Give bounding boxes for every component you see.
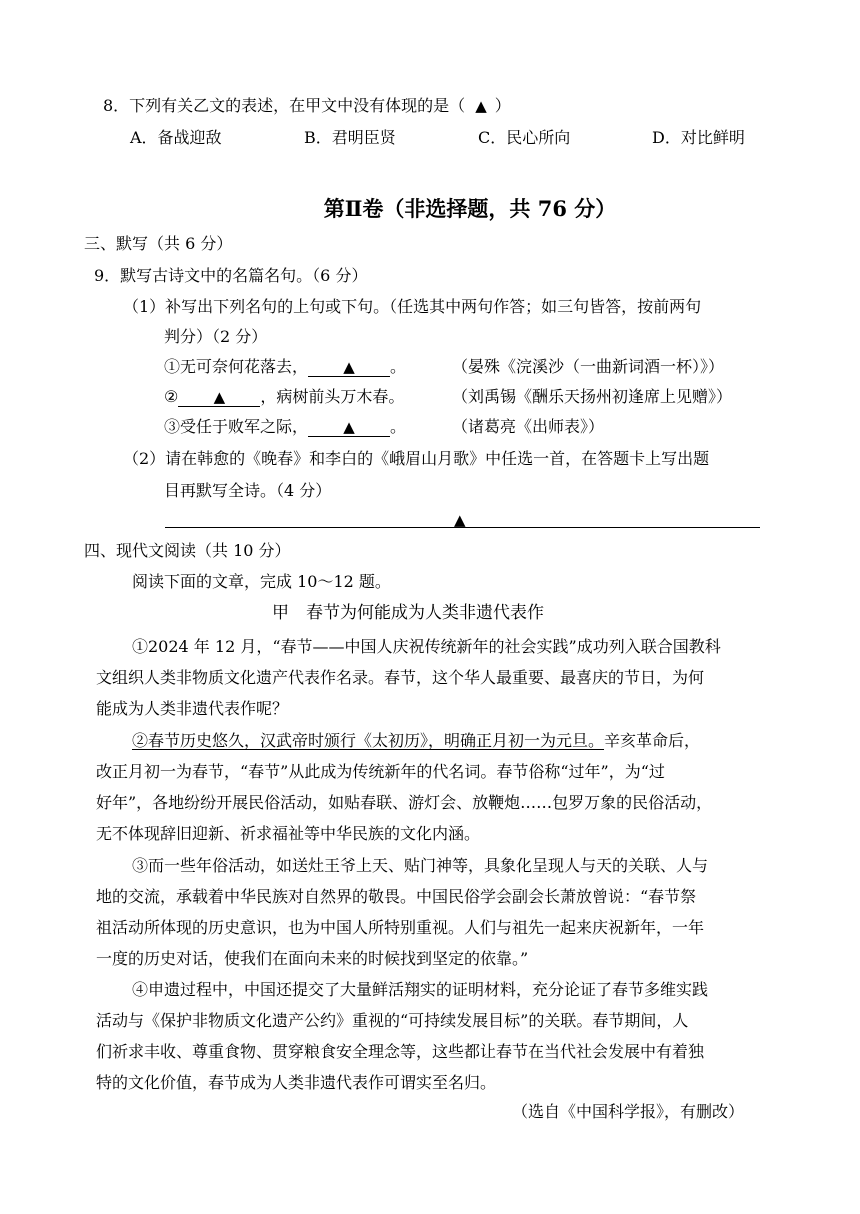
q8-option-b: B．君明臣贤	[304, 128, 396, 147]
answer-marker: ▲	[454, 511, 466, 529]
reading-instruction: 阅读下面的文章，完成 10～12 题。	[132, 572, 391, 591]
answer-line[interactable]	[165, 527, 760, 528]
paragraph-2-line: 无不体现辞旧迎新、祈求福祉等中华民族的文化内涵。	[96, 824, 481, 843]
answer-blank[interactable]	[308, 358, 390, 377]
q9-sub2-line1: （2）请在韩愈的《晚春》和李白的《峨眉山月歌》中任选一首，在答题卡上写出题	[123, 449, 710, 468]
article-source: （选自《中国科学报》，有删改）	[512, 1102, 745, 1121]
paragraph-4-line: 们祈求丰收、尊重食物、贯穿粮食安全理念等，这些都让春节在当代社会发展中有着独	[96, 1042, 705, 1061]
fill-item-3-source: （诸葛亮《出师表》）	[452, 417, 605, 436]
fill-item-2-source: （刘禹锡《酬乐天扬州初逢席上见赠》）	[452, 387, 733, 406]
paragraph-4-line: 特的文化价值，春节成为人类非遗代表作可谓实至名归。	[96, 1073, 497, 1092]
q8-stem: 8．下列有关乙文的表述，在甲文中没有体现的是（	[103, 96, 466, 115]
fill-item-text: 。	[390, 417, 407, 436]
q8-stem-line	[103, 96, 511, 116]
q8-close: ）	[494, 96, 511, 115]
paragraph-3-line: 地的交流，承载着中华民族对自然界的敬畏。中国民俗学会副会长萧放曾说：“春节祭	[96, 887, 697, 906]
fill-item-text: ②	[164, 387, 179, 406]
answer-marker: ▲	[213, 388, 226, 406]
fill-item-text: ，病树前头万木春。	[260, 387, 405, 406]
fill-item-text: 。	[390, 357, 407, 376]
paragraph-3-line: 祖活动所体现的历史意识，也为中国人所特别重视。人们与祖先一起来庆祝新年，一年	[96, 918, 705, 937]
q9-sub1-line2: 判分）（2 分）	[164, 327, 268, 346]
q9-sub1-line1: （1）补写出下列名句的上句或下句。（任选其中两句作答；如三句皆答，按前两句	[123, 297, 702, 316]
section4-heading: 四、现代文阅读（共 10 分）	[84, 541, 291, 560]
paragraph-text: 辛亥革命后，	[604, 731, 701, 750]
section3-heading: 三、默写（共 6 分）	[84, 234, 233, 253]
fill-item-text: ③受任于败军之际，	[164, 417, 309, 436]
fill-item-1	[164, 357, 406, 377]
q9-sub2-line2: 目再默写全诗。（4 分）	[164, 481, 332, 500]
q8-option-a: A．备战迎敌	[130, 128, 222, 147]
fill-item-3	[164, 417, 406, 437]
part2-title: 第Ⅱ卷（非选择题，共 76 分）	[323, 196, 617, 221]
paragraph-2-line	[132, 731, 700, 751]
answer-blank[interactable]	[178, 388, 260, 407]
fill-item-1-source: （晏殊《浣溪沙（一曲新词酒一杯）》）	[452, 357, 725, 376]
fill-item-2	[164, 387, 404, 407]
paragraph-4-line: ④申遗过程中，中国还提交了大量鲜活翔实的证明材料，充分论证了春节多维实践	[132, 980, 709, 999]
paragraph-1-line: ①2024 年 12 月，“春节——中国人庆祝传统新年的社会实践”成功列入联合国教科	[132, 637, 721, 656]
q8-option-d: D．对比鲜明	[652, 128, 745, 147]
underlined-sentence: ②春节历史悠久，汉武帝时颁行《太初历》，明确正月初一为元旦。	[132, 731, 605, 750]
answer-marker: ▲	[343, 418, 355, 436]
q9-stem: 9．默写古诗文中的名篇名句。（6 分）	[94, 266, 368, 285]
paragraph-3-line: 一度的历史对话，使我们在面向未来的时候找到坚定的依靠。”	[96, 949, 529, 968]
paragraph-2-line: 好年”，各地纷纷开展民俗活动，如贴春联、游灯会、放鞭炮……包罗万象的民俗活动，	[96, 793, 713, 812]
fill-item-text: ①无可奈何花落去，	[164, 357, 309, 376]
paragraph-3-line: ③而一些年俗活动，如送灶王爷上天、贴门神等，具象化呈现人与天的关联、人与	[132, 856, 709, 875]
answer-marker: ▲	[343, 358, 355, 376]
paragraph-1-line: 能成为人类非遗代表作呢？	[96, 699, 289, 718]
answer-blank[interactable]	[308, 418, 390, 437]
paragraph-2-line: 改正月初一为春节，“春节”从此成为传统新年的代名词。春节俗称“过年”，为“过	[96, 762, 665, 781]
q8-option-c: C．民心所向	[478, 128, 571, 147]
paragraph-4-line: 活动与《保护非物质文化遗产公约》重视的“可持续发展目标”的关联。春节期间，人	[96, 1011, 689, 1030]
paragraph-1-line: 文组织人类非物质文化遗产代表作名录。春节，这个华人最重要、最喜庆的节日，为何	[96, 668, 705, 687]
answer-marker: ▲	[475, 97, 487, 115]
article-title: 甲 春节为何能成为人类非遗代表作	[272, 603, 544, 623]
